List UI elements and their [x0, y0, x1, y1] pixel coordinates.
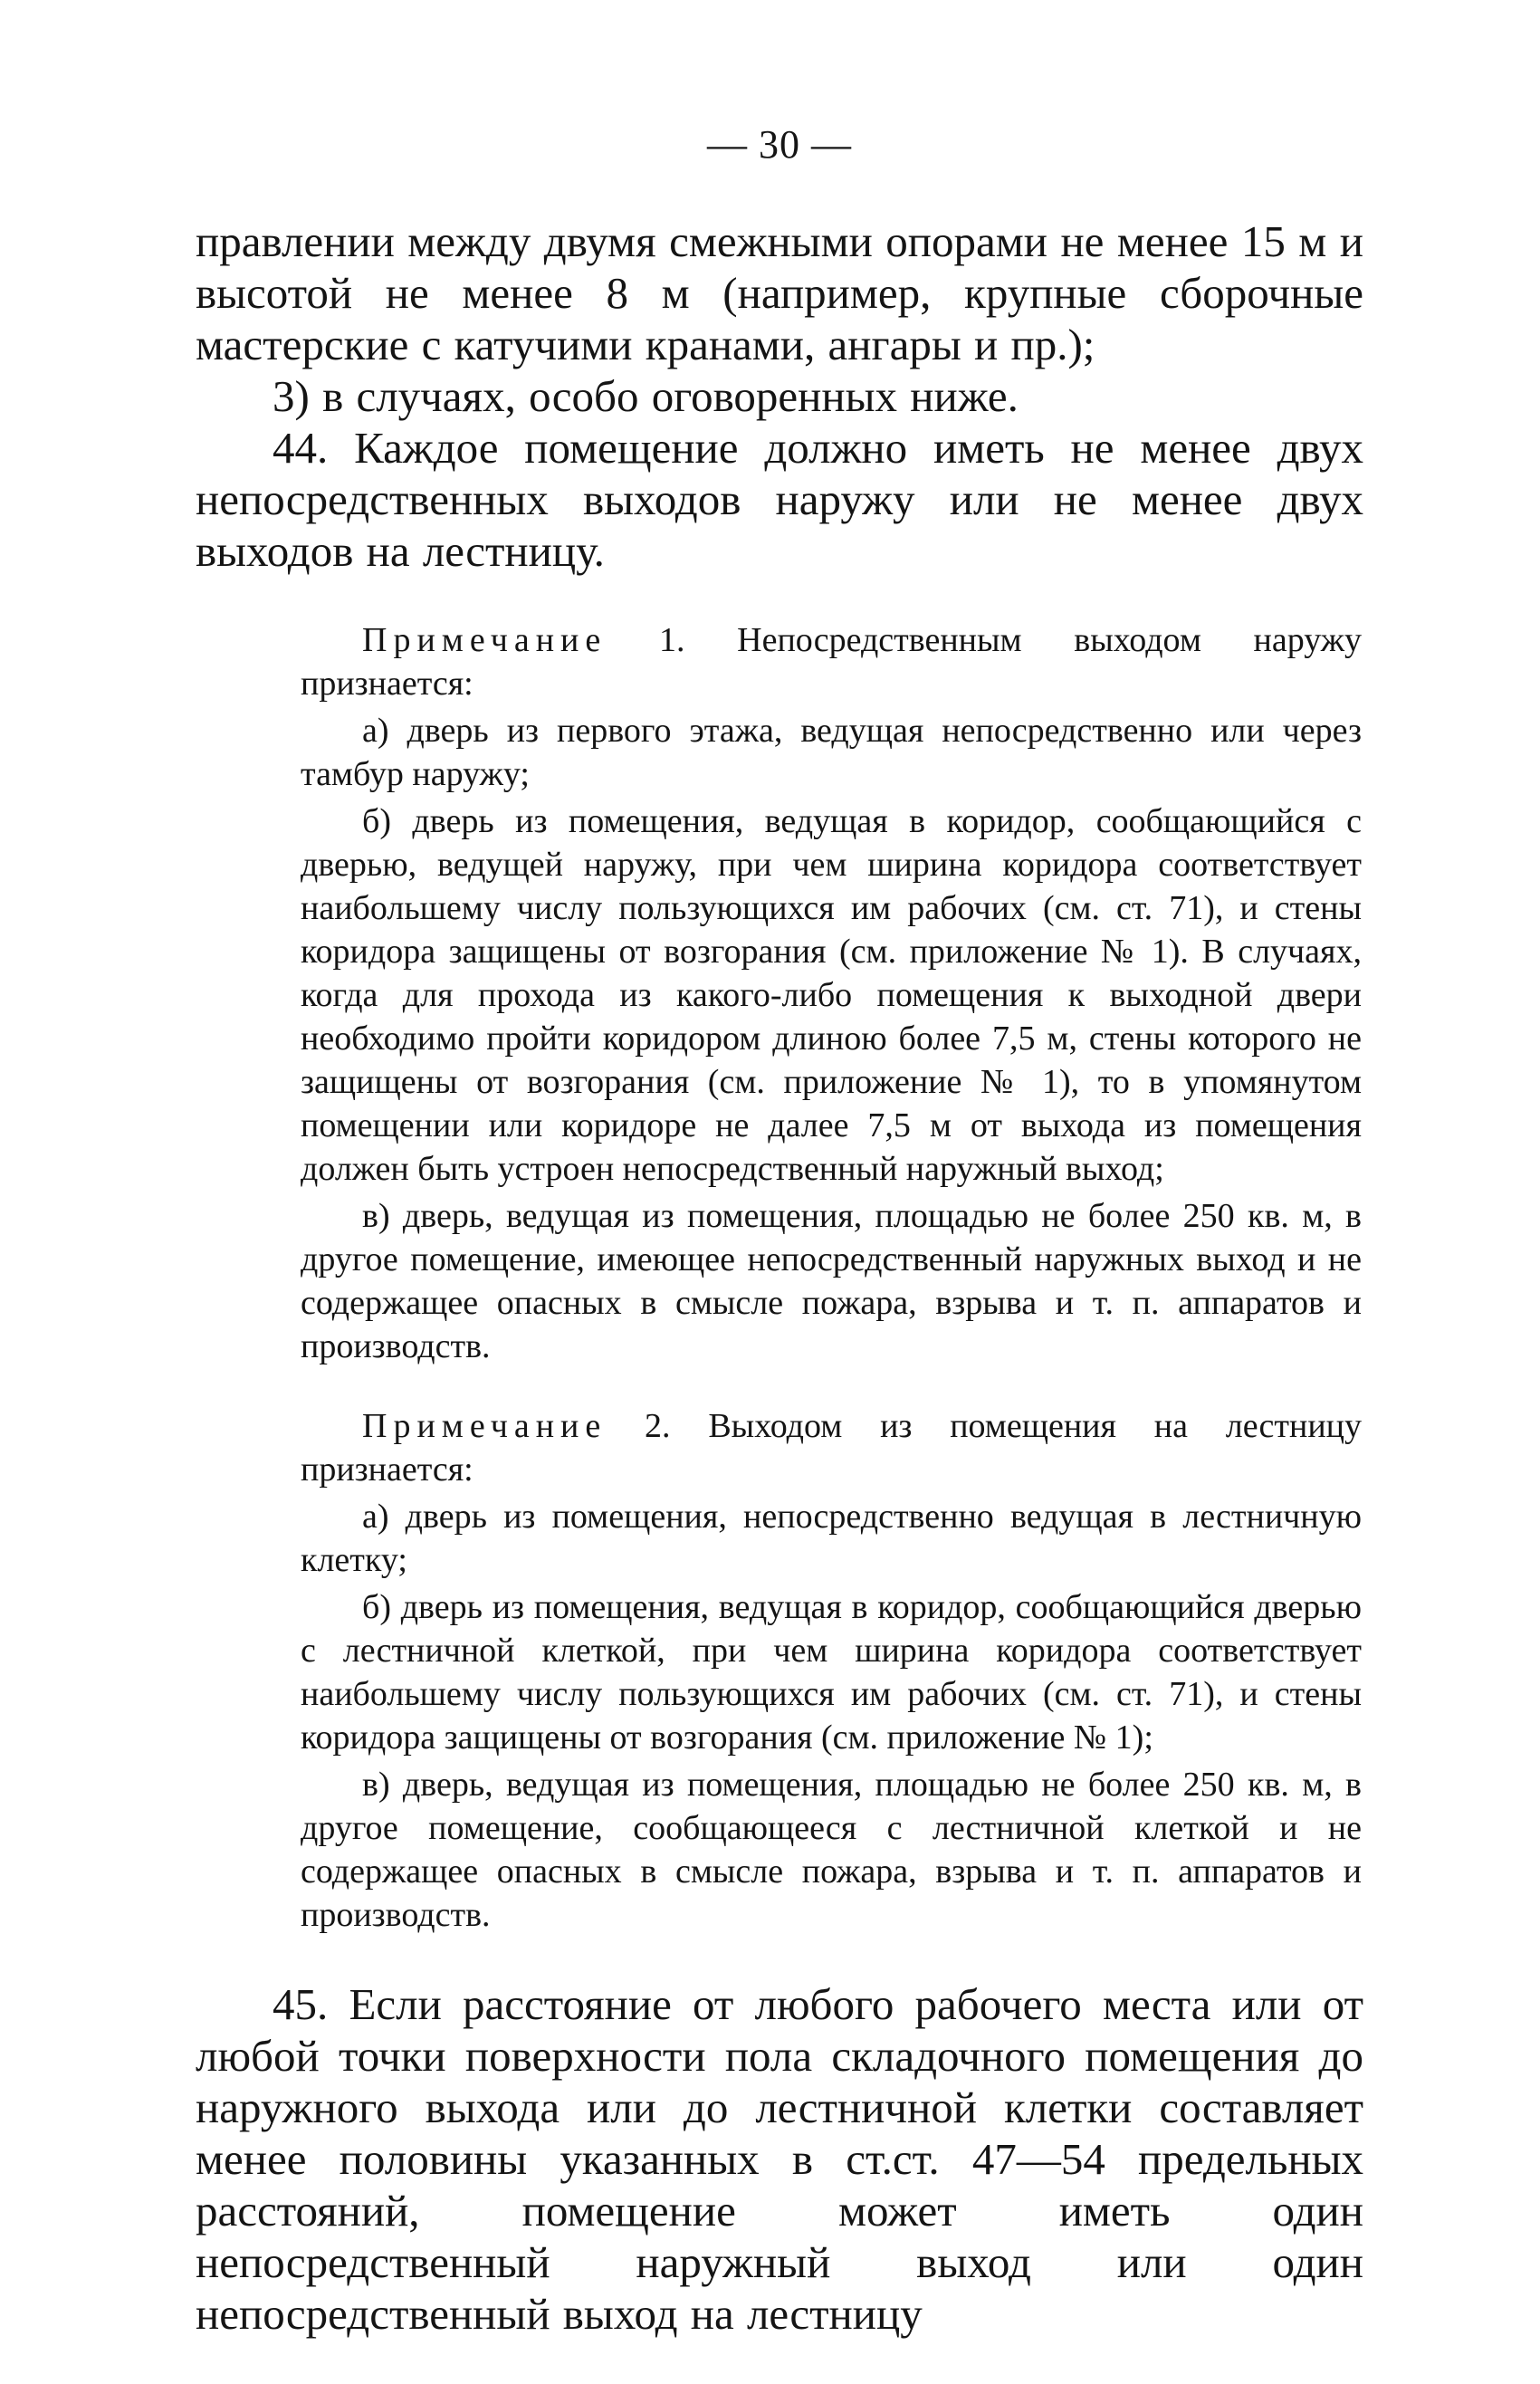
note-2-item-b: б) дверь из помещения, ведущая в коридор, сообщающийся дверью с лестничной клеткой, при чем ширина коридора соответствует наибольшему числу пользующихся им рабочих (см. ст. 71), и стены коридора защищены от возгорания (см. приложение № 1); — [301, 1588, 1362, 1757]
note-2-item-a: а) дверь из помещения, непосредственно ведущая в лестничную клетку; — [301, 1498, 1362, 1579]
document-page — [196, 118, 1363, 2384]
note-2-label: Примечание — [362, 1407, 607, 1445]
note-1-label: Примечание — [362, 621, 607, 659]
note-1-item-a: а) дверь из первого этажа, ведущая непосредственно или через тамбур наружу; — [301, 712, 1362, 793]
note-1-item-b: б) дверь из помещения, ведущая в коридор, сообщающийся с дверью, ведущей наружу, при чем ширина коридора соответствует наибольшему числу пользующихся им рабочих (см. ст. 71), и стены коридора защищены от возгорания (см. приложение № 1). В случаях, когда для прохода из какого-либо помещения к выходной двери необходимо пройти коридором длиною более 7,5 м, стены которого не защищены от возгорания (см. приложение № 1), то в упомянутом помещении или коридоре не далее 7,5 м от выхода из помещения должен быть устроен непосредственный наружный выход; — [301, 802, 1362, 1188]
article-44: 44. Каждое помещение должно иметь не менее двух непосредственных выходов наружу или не менее двух выходов на лестницу. — [196, 423, 1363, 576]
page-number: — 30 — — [707, 122, 852, 167]
note-1-heading — [301, 618, 1362, 705]
note-1 — [196, 618, 1363, 1937]
article-45: 45. Если расстояние от любого рабочего места или от любой точки поверхности пола складочного помещения до наружного выхода или до лестничной клетки составляет менее половины указанных в ст.ст. 47—54 предельных расстояний, помещение может иметь один непосредственный наружный выход или один непосредственный выход на лестницу — [196, 1979, 1363, 2339]
note-2-text: 2. Выходом из помещения на лестницу признается: — [301, 1407, 1363, 1489]
list-item-3: 3) в случаях, особо оговоренных ниже. — [273, 371, 1019, 421]
paragraph-continuation: правлении между двумя смежными опорами не менее 15 м и высотой не менее 8 м (например, крупные сборочные мастерские с катучими кранами, ангары и пр.); — [196, 216, 1363, 369]
note-2-heading — [301, 1404, 1362, 1491]
note-1-item-v: в) дверь, ведущая из помещения, площадью не более 250 кв. м, в другое помещение, имеющее непосредственный наружных выход и не содержащее опасных в смысле пожара, взрыва и т. п. аппаратов и производств. — [301, 1197, 1362, 1365]
note-2-item-v: в) дверь, ведущая из помещения, площадью не более 250 кв. м, в другое помещение, сообщающееся с лестничной клеткой и не содержащее опасных в смысле пожара, взрыва и т. п. аппаратов и производств. — [301, 1766, 1362, 1934]
note-1-text: 1. Непосредственным выходом наружу признается: — [301, 621, 1363, 703]
